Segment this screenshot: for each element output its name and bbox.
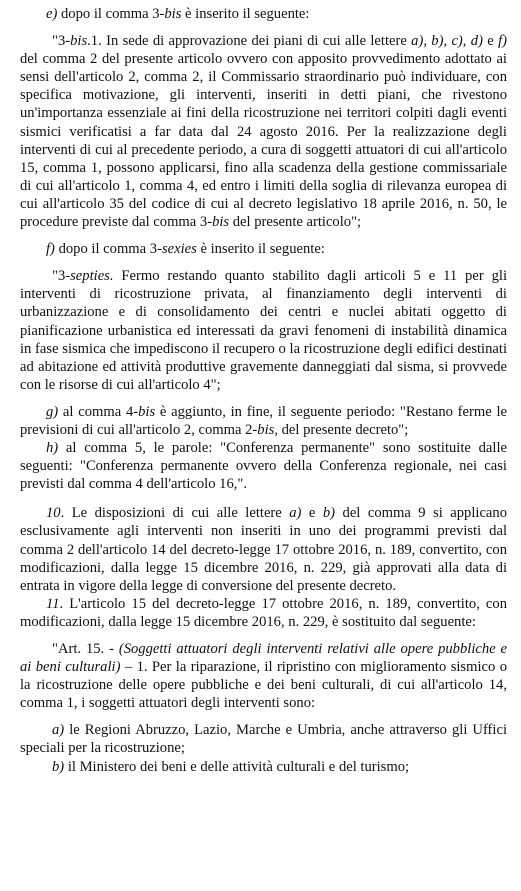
text-run: è inserito il seguente: [196,241,325,258]
italic-text-run: a) [52,722,65,739]
italic-text-run: sexies [161,241,197,258]
text-run: .1. In sede di approvazione dei piani di cui alle lettere [87,33,412,50]
italic-text-run: 10 [46,505,61,522]
text-run: – 1. Per la riparazione, il ripristino con miglioramento sismico o la ricostruzione delle opere pubbliche e dei beni culturali, di cui all'articolo 14, comma 1, i soggetti attuatori degli interventi sono: [20,659,507,712]
paragraph-comma-11 [20,595,507,631]
text-run: "3- [52,33,71,50]
italic-text-run: septies. [70,268,114,285]
text-run: del presente articolo"; [229,214,362,231]
italic-text-run: a), b), c), d) [411,33,483,50]
paragraph-letter-g [20,403,507,439]
italic-text-run: (Soggetti attuatori degli interventi relativi alle opere pubbliche e ai beni culturali) [20,641,507,676]
italic-text-run: a) [289,505,302,522]
quoted-art-15 [20,640,507,712]
italic-text-run: b) [52,758,65,775]
italic-text-run: g) [46,403,59,420]
text-run: . Le disposizioni di cui alle lettere [60,505,290,522]
text-run: . L'articolo 15 del decreto-legge 17 ottobre 2016, n. 189, convertito, con modificazioni, dalla legge 15 dicembre 2016, n. 229, è sostituito dal seguente: [20,595,507,630]
list-item-b [20,758,507,776]
text-run: dopo il comma 3- [57,6,165,22]
italic-text-run: bis [257,421,275,438]
text-run: "3- [52,268,71,285]
text-run: del comma 9 si applicano esclusivamente agli interventi non inseriti in uno dei programmi previsti dal comma 2 dell'articolo 14 del decreto-legge 17 ottobre 2016, n. 189, convertito, con modificazioni, dalla legge 15 dicembre 2016, n. 229, già approvati alla data di entrata in vigore della legge di conversione del presente decreto. [20,505,507,594]
paragraph-letter-f [20,240,507,258]
italic-text-run: h) [46,440,59,457]
text-run: e [301,505,323,522]
quoted-comma-3-bis-1 [20,32,507,231]
italic-text-run: f) [498,33,508,50]
text-run: , del presente decreto"; [274,421,409,438]
italic-text-run: bis [138,403,156,420]
paragraph-letter-e [20,5,507,23]
italic-text-run: e) [46,6,58,22]
text-run: il Ministero dei beni e delle attività culturali e del turismo; [64,758,410,775]
italic-text-run: f) [46,241,55,258]
paragraph-comma-10 [20,504,507,594]
paragraph-letter-h [20,439,507,493]
italic-text-run: 11 [46,595,60,612]
text-run: Fermo restando quanto stabilito dagli articoli 5 e 11 per gli interventi di ricostruzione privata, al finanziamento degli interventi di urbanizzazione e di consolidamento dei centri e nuclei abitati oggetto di pianificazione urbanistica ed interessati da gravi fenomeni di instabilità dinamica in fase sismica che impediscono il recupero o la ricostruzione degli edifici destinati ad abitazione ed attività produttive gravemente danneggiati dal sisma, si provvede con le risorse di cui all'articolo 4"; [20,268,507,393]
text-run: e [482,33,499,50]
quoted-comma-3-septies [20,267,507,394]
text-run: le Regioni Abruzzo, Lazio, Marche e Umbria, anche attraverso gli Uffici speciali per la ricostruzione; [20,722,507,757]
text-run: dopo il comma 3- [54,241,162,258]
text-run: al comma 5, le parole: "Conferenza permanente" sono sostituite dalle seguenti: "Conferenza permanente ovvero della Conferenza regionale, nei casi previsti dal comma 4 dell'articolo 16,". [20,440,507,493]
text-run: "Art. 15. - [52,641,119,657]
italic-text-run: bis [70,33,88,50]
text-run: è aggiunto, in fine, il seguente periodo: "Restano ferme le previsioni di cui all'articolo 2, comma 2- [20,403,507,438]
text-run: del comma 2 del presente articolo ovvero con apposito provvedimento adottato ai sensi dell'articolo 2, comma 2, il Commissario straordinario può individuare, con specifica motivazione, gli interventi, inseriti in detti piani, che rivestono un'importanza essenziale ai fini della ricostruzione nei territori colpiti dagli eventi sismici verificatisi a far data dal 24 agosto 2016. Per la realizzazione degli interventi di cui al precedente periodo, a cura di soggetti attuatori di cui all'articolo 15, comma 1, possono applicarsi, fino alla scadenza della gestione commissariale di cui all'articolo 1, comma 4, ed entro i limiti della soglia di rilevanza europea di cui all'articolo 35 del codice di cui al decreto legislativo 18 aprile 2016, n. 50, le procedure previste dal comma 3- [20,51,507,231]
italic-text-run: bis [164,6,182,22]
italic-text-run: bis [212,214,230,231]
text-run: è inserito il seguente: [181,6,310,22]
text-run: al comma 4- [58,403,139,420]
list-item-a [20,721,507,757]
italic-text-run: b) [322,505,336,522]
